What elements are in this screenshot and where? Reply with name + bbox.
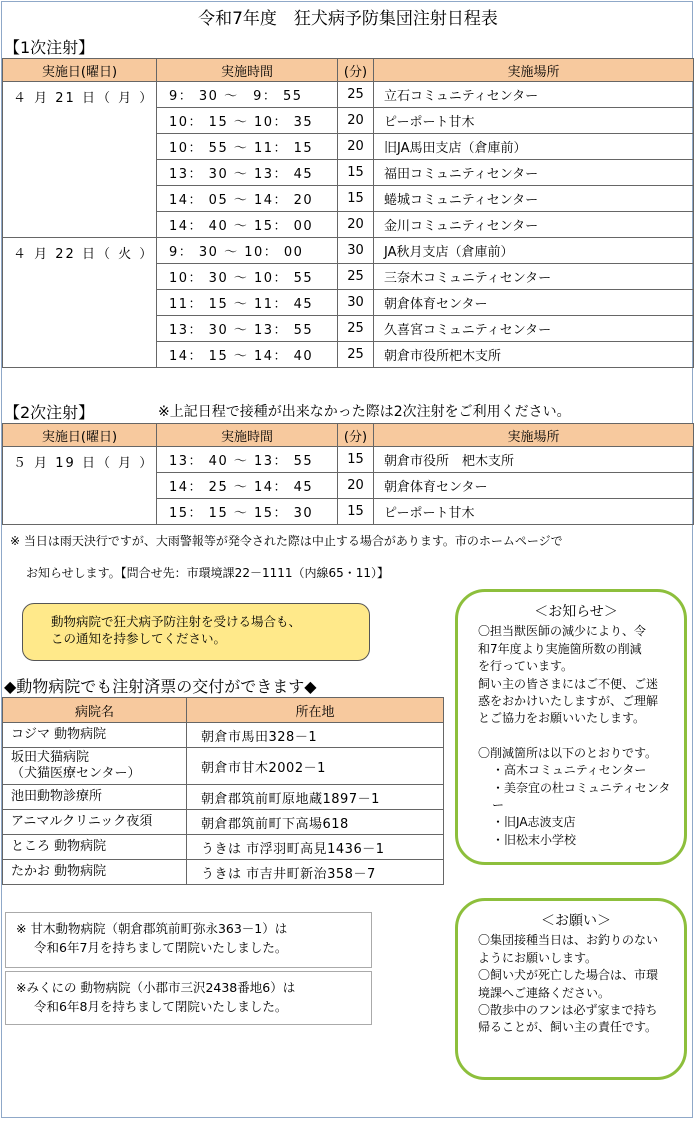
header-time: 実施時間 — [157, 59, 338, 82]
oshirase-line: 飼い主の皆さまにはご不便、ご迷 — [478, 676, 659, 691]
schedule-row — [3, 238, 694, 264]
schedule-place: 福田コミュニティセンター — [374, 160, 694, 186]
schedule-date: ４ 月 22 日（ 火 ） — [3, 238, 157, 368]
header-minutes: (分) — [338, 424, 374, 447]
onegai-line: ようにお願いします。 — [478, 950, 598, 965]
hospital-name — [3, 835, 187, 860]
schedule-minutes: 30 — [338, 238, 374, 264]
header-hospital-name: 病院名 — [3, 698, 187, 723]
onegai-line: 〇飼い犬が死亡した場合は、市環 — [478, 968, 659, 983]
hospital-address: 朝倉市甘木2002－1 — [187, 748, 444, 785]
onegai-line: 境課へご連絡ください。 — [478, 985, 611, 1000]
schedule-time: 9： 30 ～ 9： 55 — [157, 82, 338, 108]
closure-notice-2 — [5, 971, 372, 1025]
schedule-time: 14： 25 ～ 14： 45 — [157, 473, 338, 499]
schedule-minutes: 20 — [338, 473, 374, 499]
schedule-row — [3, 447, 694, 473]
hospital-name-line1: 池田動物診療所 — [11, 789, 103, 804]
schedule-place: 金川コミュニティセンター — [374, 212, 694, 238]
schedule-time: 15： 15 ～ 15： 30 — [157, 499, 338, 525]
page-title: 令和7年度 狂犬病予防集団注射日程表 — [198, 9, 498, 29]
schedule-time: 13： 30 ～ 13： 45 — [157, 160, 338, 186]
oshirase-line: 〇担当獣医師の減少により、令 — [478, 624, 647, 639]
oshirase-item: ・旧JA志波支店 — [492, 815, 576, 830]
schedule-place: 久喜宮コミュニティセンター — [374, 316, 694, 342]
second-schedule-table — [2, 423, 694, 525]
hospital-table — [2, 697, 444, 885]
schedule-place: 朝倉体育センター — [374, 473, 694, 499]
schedule-place: 朝倉市役所杷木支所 — [374, 342, 694, 368]
schedule-place: JA秋月支店（倉庫前） — [374, 238, 694, 264]
closure-notice-1-line1: ※ 甘木動物病院（朝倉郡筑前町弥永363－1）は — [16, 921, 288, 936]
header-hospital-address: 所在地 — [187, 698, 444, 723]
schedule-place: 旧JA馬田支店（倉庫前） — [374, 134, 694, 160]
second-injection-heading: 【2次注射】 — [4, 403, 95, 422]
schedule-time: 14： 15 ～ 14： 40 — [157, 342, 338, 368]
oshirase-title: ＜お知らせ＞ — [534, 604, 618, 620]
oshirase-box — [455, 589, 687, 865]
oshirase-line: を行っています。 — [478, 659, 574, 674]
onegai-line: 〇集団接種当日は、お釣りのない — [478, 933, 659, 948]
onegai-title: ＜お願い＞ — [541, 913, 611, 929]
hospital-row — [3, 835, 444, 860]
hospital-address: 朝倉郡筑前町原地蔵1897－1 — [187, 785, 444, 810]
schedule-minutes: 15 — [338, 160, 374, 186]
schedule-minutes: 15 — [338, 499, 374, 525]
header-date: 実施日(曜日) — [3, 59, 157, 82]
oshirase-item: ・美奈宜の杜コミュニティセンター — [492, 780, 671, 813]
hospital-name-line1: 坂田犬猫病院 — [11, 750, 90, 765]
onegai-box — [455, 898, 687, 1080]
closure-notice-2-line2: 令和6年8月を持ちまして閉院いたしました。 — [34, 999, 288, 1014]
first-injection-heading: 【1次注射】 — [4, 38, 95, 57]
schedule-time: 10： 55 ～ 11： 15 — [157, 134, 338, 160]
schedule-time: 13： 40 ～ 13： 55 — [157, 447, 338, 473]
schedule-minutes: 20 — [338, 134, 374, 160]
schedule-time: 10： 30 ～ 10： 55 — [157, 264, 338, 290]
schedule-place: 朝倉市役所 杷木支所 — [374, 447, 694, 473]
hospital-name-line2: （犬猫医療センター） — [11, 766, 141, 781]
schedule-minutes: 25 — [338, 82, 374, 108]
schedule-time: 10： 15 ～ 10： 35 — [157, 108, 338, 134]
rain-notice-line1: ※ 当日は雨天決行ですが、大雨警報等が発令された際は中止する場合があります。市のホームページで — [10, 534, 563, 548]
hospital-heading: ◆動物病院でも注射済票の交付ができます◆ — [4, 677, 317, 696]
schedule-place: 三奈木コミュニティセンター — [374, 264, 694, 290]
hospital-name-line1: アニマルクリニック夜須 — [11, 814, 153, 829]
header-time: 実施時間 — [157, 424, 338, 447]
oshirase-item: ・高木コミュニティセンター — [492, 763, 647, 778]
second-injection-note: ※上記日程で接種が出来なかった際は2次注射をご利用ください。 — [158, 404, 571, 420]
schedule-date: ５ 月 19 日（ 月 ） — [3, 447, 157, 525]
hospital-name-line1: ところ 動物病院 — [11, 839, 107, 854]
closure-notice-1 — [5, 912, 372, 968]
schedule-row — [3, 82, 694, 108]
first-schedule-table — [2, 58, 694, 368]
schedule-time: 14： 05 ～ 14： 20 — [157, 186, 338, 212]
hospital-name — [3, 723, 187, 748]
header-date: 実施日(曜日) — [3, 424, 157, 447]
onegai-line: 帰ることが、飼い主の責任です。 — [478, 1020, 658, 1035]
schedule-minutes: 15 — [338, 447, 374, 473]
hospital-row — [3, 860, 444, 885]
hospital-name — [3, 785, 187, 810]
schedule-time: 14： 40 ～ 15： 00 — [157, 212, 338, 238]
hospital-address: うきは 市吉井町新治358－7 — [187, 860, 444, 885]
oshirase-line: とご協力をお願いいたします。 — [478, 711, 646, 726]
oshirase-line: 和7年度より実施箇所数の削減 — [478, 641, 642, 656]
schedule-place: 立石コミュニティセンター — [374, 82, 694, 108]
schedule-place: ピーポート甘木 — [374, 108, 694, 134]
hospital-row — [3, 748, 444, 785]
schedule-place: ピーポート甘木 — [374, 499, 694, 525]
oshirase-line: 〇削減箇所は以下のとおりです。 — [478, 745, 658, 760]
schedule-time: 11： 15 ～ 11： 45 — [157, 290, 338, 316]
schedule-place: 朝倉体育センター — [374, 290, 694, 316]
oshirase-item: ・旧松末小学校 — [492, 832, 577, 847]
hospital-row — [3, 785, 444, 810]
header-minutes: (分) — [338, 59, 374, 82]
bring-notice-line2: この通知を持参してください。 — [51, 631, 227, 646]
schedule-minutes: 20 — [338, 212, 374, 238]
header-place: 実施場所 — [374, 59, 694, 82]
schedule-place: 蜷城コミュニティセンター — [374, 186, 694, 212]
schedule-time: 13： 30 ～ 13： 55 — [157, 316, 338, 342]
rain-notice-line2: お知らせします。【問合せ先：市環境課22－1111（内線65・11）】 — [26, 566, 390, 580]
schedule-minutes: 25 — [338, 316, 374, 342]
hospital-name — [3, 860, 187, 885]
schedule-date: ４ 月 21 日（ 月 ） — [3, 82, 157, 238]
hospital-address: うきは 市浮羽町高見1436－1 — [187, 835, 444, 860]
closure-notice-1-line2: 令和6年7月を持ちまして閉院いたしました。 — [34, 940, 288, 955]
hospital-name-line1: たかお 動物病院 — [11, 864, 107, 879]
bring-notice-box — [22, 603, 370, 661]
hospital-name-line1: コジマ 動物病院 — [11, 727, 107, 742]
hospital-row — [3, 723, 444, 748]
schedule-time: 9： 30 ～ 10： 00 — [157, 238, 338, 264]
schedule-minutes: 30 — [338, 290, 374, 316]
onegai-line: 〇散歩中のフンは必ず家まで持ち — [478, 1003, 658, 1018]
hospital-name — [3, 810, 187, 835]
hospital-address: 朝倉郡筑前町下高場618 — [187, 810, 444, 835]
oshirase-line: 惑をおかけいたしますが、ご理解 — [478, 694, 659, 709]
schedule-minutes: 15 — [338, 186, 374, 212]
hospital-name — [3, 748, 187, 785]
oshirase-line — [478, 728, 674, 745]
bring-notice-line1: 動物病院で狂犬病予防注射を受ける場合も、 — [51, 614, 302, 629]
schedule-minutes: 25 — [338, 264, 374, 290]
header-place: 実施場所 — [374, 424, 694, 447]
closure-notice-2-line1: ※みくにの 動物病院（小郡市三沢2438番地6）は — [16, 980, 296, 995]
schedule-minutes: 20 — [338, 108, 374, 134]
hospital-address: 朝倉市馬田328－1 — [187, 723, 444, 748]
hospital-row — [3, 810, 444, 835]
schedule-minutes: 25 — [338, 342, 374, 368]
